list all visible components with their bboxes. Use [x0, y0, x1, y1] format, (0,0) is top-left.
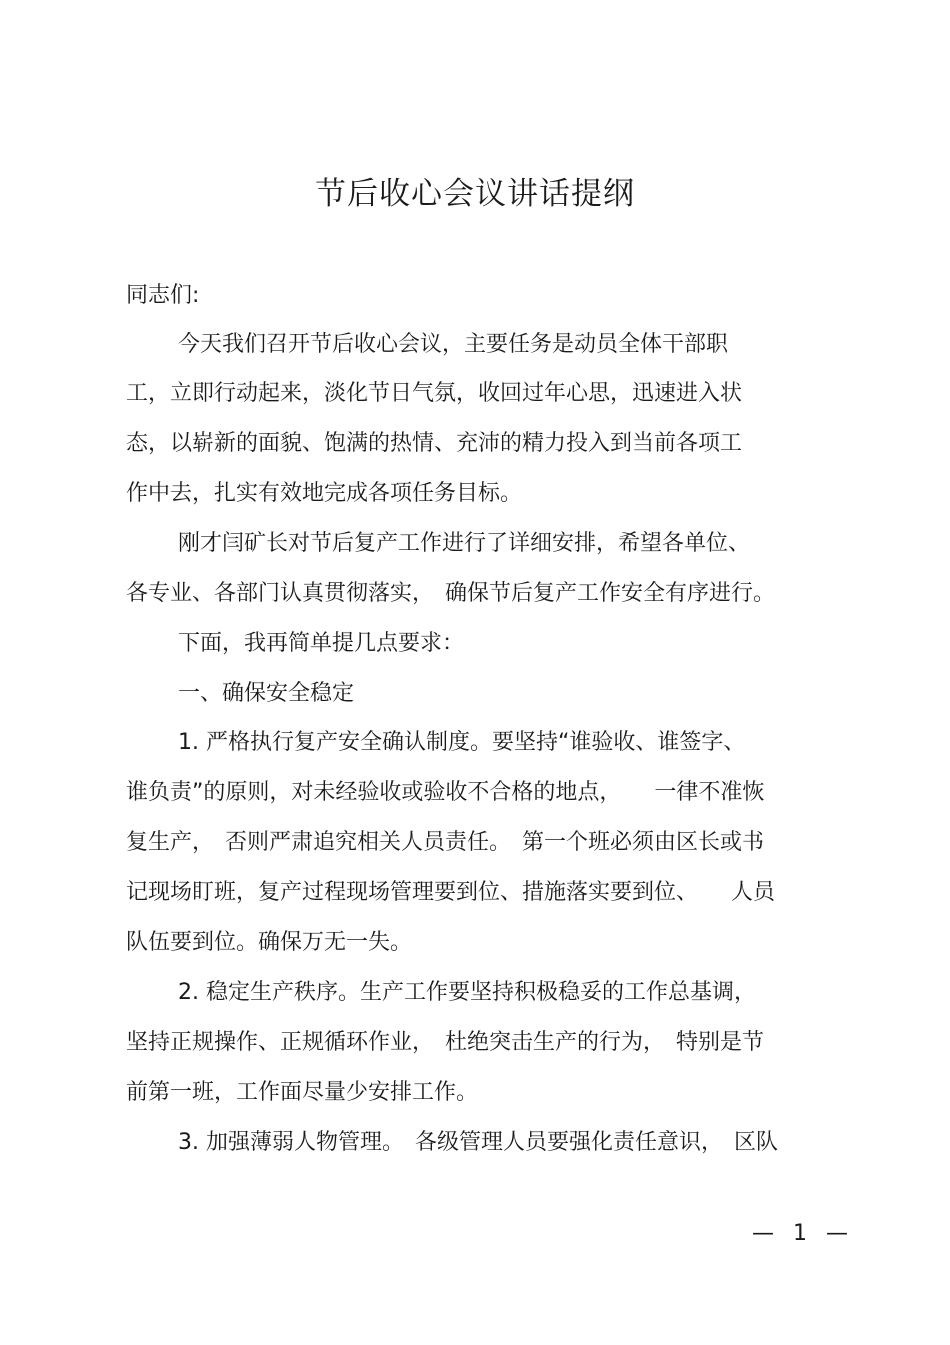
paragraph-line: 下面，我再简单提几点要求： — [178, 631, 465, 656]
paragraph-line: 队伍要到位。确保万无一失。 — [126, 930, 413, 955]
paragraph-line: 坚持正规操作、正规循环作业， 杜绝突击生产的行为， 特别是节 — [126, 1030, 765, 1055]
paragraph-line: 2. 稳定生产秩序。生产工作要坚持积极稳妥的工作总基调， — [178, 980, 756, 1005]
paragraph-line: 记现场盯班，复产过程现场管理要到位、措施落实要到位、 人员 — [126, 880, 776, 905]
document-title: 节后收心会议讲话提纲 — [315, 176, 635, 212]
paragraph-line: 1. 严格执行复产安全确认制度。要坚持“谁验收、谁签字、 — [178, 730, 746, 755]
paragraph-line: 今天我们召开节后收心会议，主要任务是动员全体干部职 — [178, 332, 729, 357]
paragraph-line: 3. 加强薄弱人物管理。 各级管理人员要强化责任意识， 区队 — [178, 1130, 778, 1155]
paragraph-line: 作中去，扎实有效地完成各项任务目标。 — [126, 481, 523, 506]
section-heading: 一、确保安全稳定 — [178, 681, 355, 706]
paragraph-line: 工，立即行动起来，淡化节日气氛，收回过年心思，迅速进入状 — [126, 381, 743, 406]
paragraph-line: 谁负责”的原则，对未经验收或验收不合格的地点， 一律不准恢 — [126, 780, 765, 805]
paragraph-line: 刚才闫矿长对节后复产工作进行了详细安排，希望各单位、 — [178, 531, 751, 556]
paragraph-line: 态，以崭新的面貌、饱满的热情、充沛的精力投入到当前各项工 — [126, 431, 743, 456]
salutation: 同志们: — [126, 283, 200, 308]
paragraph-line: 复生产， 否则严肃追究相关人员责任。 第一个班必须由区长或书 — [126, 830, 765, 855]
page-number: — 1 — — [752, 1221, 854, 1246]
paragraph-line: 各专业、各部门认真贯彻落实， 确保节后复产工作安全有序进行。 — [126, 581, 776, 606]
paragraph-line: 前第一班，工作面尽量少安排工作。 — [126, 1080, 479, 1105]
